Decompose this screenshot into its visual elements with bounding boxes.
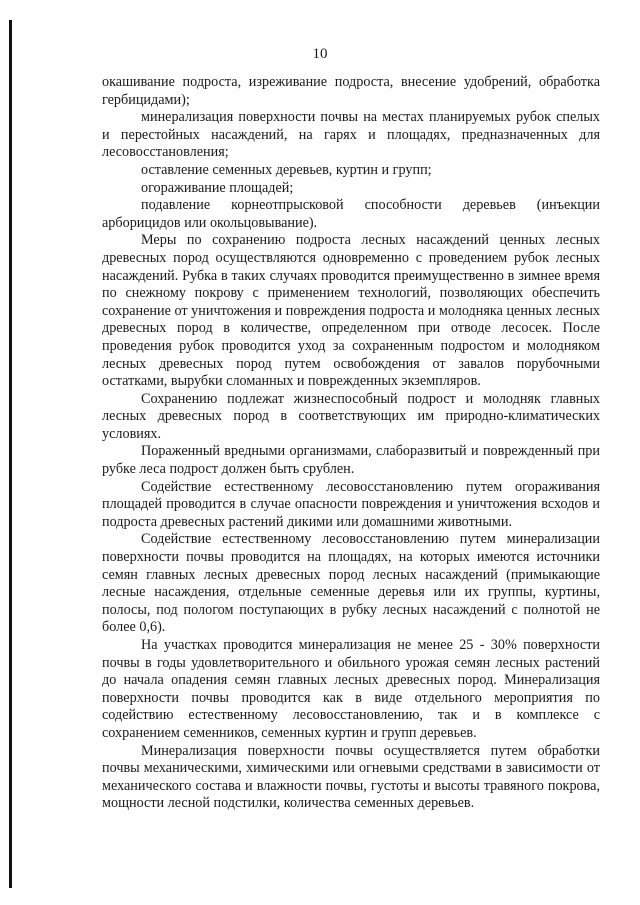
paragraph: минерализация поверхности почвы на местах планируемых рубок спелых и перестойных насаждений, на гарях и площадях, предназначенных для лесовосстановления; xyxy=(102,109,600,161)
paragraph: Содействие естественному лесовосстановлению путем огораживания площадей проводится в случае опасности повреждения и уничтожения всходов и подроста древесных растений дикими или домашними животными. xyxy=(102,478,600,530)
page-number: 10 xyxy=(312,46,328,62)
paragraph: Меры по сохранению подроста лесных насаждений ценных лесных древесных пород осуществляются одновременно с проведением рубок лесных насаждений. Рубка в таких случаях проводится преимущественно в зимнее время по снежному покрову с применением технологий, позволяющих обеспечить сохранение от уничтожения и повреждения подроста и молодняка ценных лесных древесных пород в количестве, определенном при отводе лесосек. После проведения рубок проводится уход за сохраненным подростом и молодняком лесных древесных пород путем освобождения от завалов порубочными остатками, вырубки сломанных и поврежденных экземпляров. xyxy=(102,232,600,390)
paragraph: подавление корнеотпрысковой способности деревьев (инъекции арборицидов или окольцовывание). xyxy=(102,197,600,231)
paragraph: оставление семенных деревьев, куртин и групп; xyxy=(141,161,432,178)
paragraph: Пораженный вредными организмами, слаборазвитый и поврежденный при рубке леса подрост должен быть срублен. xyxy=(102,443,600,478)
paragraph: На участках проводится минерализация не менее 25 - 30% поверхности почвы в годы удовлетворительного и обильного урожая семян лесных растений до начала опадения семян главных лесных древесных пород. Минерализация поверхности почвы проводится как в виде отдельного мероприятия по содействию естественному лесовосстановлению, так и в комплексе с сохранением семенников, семенных куртин и групп деревьев. xyxy=(102,637,600,741)
scan-edge-line xyxy=(9,20,12,888)
paragraph: Минерализация поверхности почвы осуществляется путем обработки почвы механическими, химическими или огневыми средствами в зависимости от механического состава и влажности почвы, густоты и высоты травяного покрова, мощности лесной подстилки, количества семенных деревьев. xyxy=(102,742,600,812)
paragraph: Содействие естественному лесовосстановлению путем минерализации поверхности почвы проводится на площадях, на которых имеются источники семян главных лесных древесных пород лесных насаждений (примыкающие лесные насаждения, отдельные семенные деревья или их группы, куртины, полосы, под пологом поступающих в рубку лесных насаждений с полнотой не более 0,6). xyxy=(102,531,600,636)
document-body xyxy=(102,74,600,813)
paragraph: огораживание площадей; xyxy=(141,179,294,196)
paragraph: Сохранению подлежат жизнеспособный подрост и молодняк главных лесных древесных пород в соответствующих им природно-климатических условиях. xyxy=(102,390,600,442)
paragraph: окашивание подроста, изреживание подроста, внесение удобрений, обработка гербицидами); xyxy=(102,74,600,108)
